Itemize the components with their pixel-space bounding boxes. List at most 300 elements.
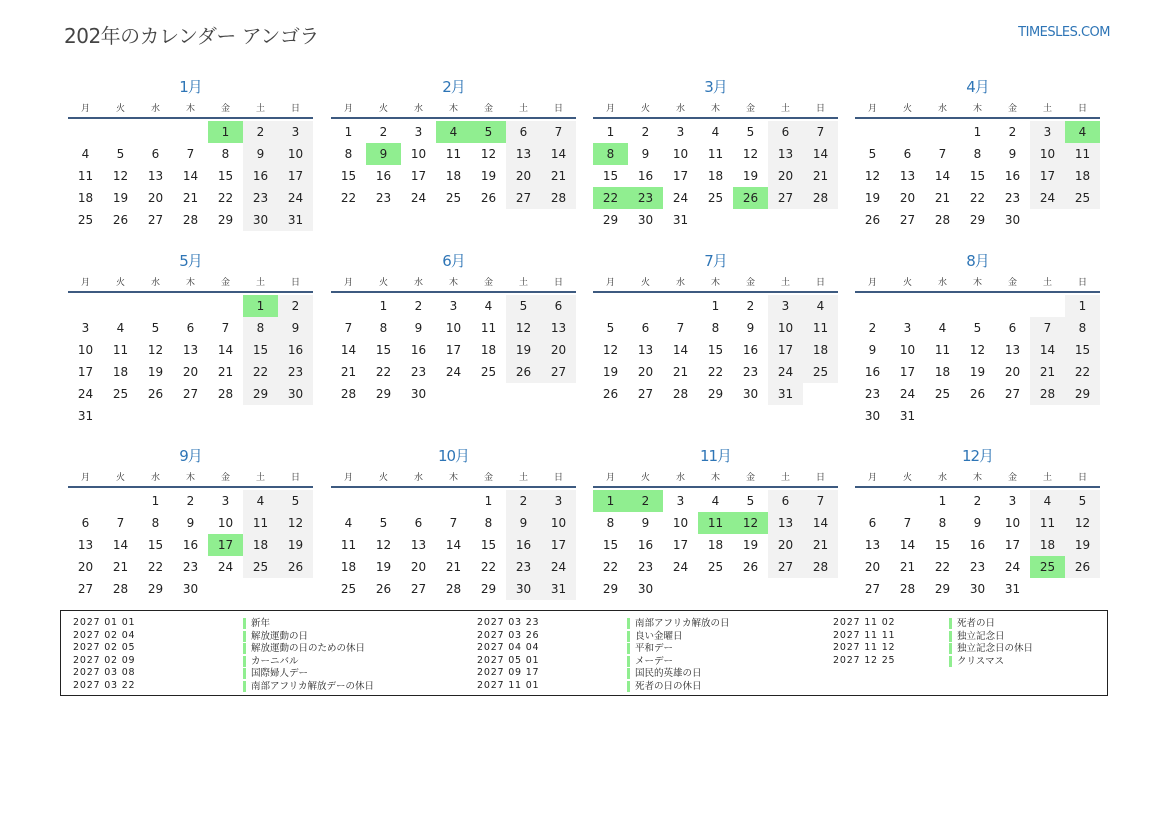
- day-cell: 23: [637, 560, 654, 574]
- weekday-label: 土: [518, 104, 528, 114]
- day-cell: 30: [1004, 213, 1021, 227]
- day-cell: 1: [484, 494, 493, 508]
- day-cell: 10: [541, 512, 576, 534]
- holiday-date: 2027 02 05: [73, 642, 136, 653]
- holiday-day-cell: 22: [593, 187, 628, 209]
- day-cell: 11: [1065, 143, 1100, 165]
- day-cell: 5: [606, 321, 615, 335]
- day-cell: 4: [711, 125, 720, 139]
- day-cell: 18: [803, 339, 838, 361]
- day-cell: 20: [541, 339, 576, 361]
- day-cell: 16: [278, 339, 313, 361]
- weekday-label: 月: [867, 278, 877, 288]
- month-name: 3月: [704, 78, 727, 96]
- day-cell: 19: [278, 534, 313, 556]
- header-divider: [68, 486, 313, 488]
- weekday-label: 土: [255, 104, 265, 114]
- weekday-label: 水: [937, 278, 947, 288]
- holiday-day-cell: 2: [628, 490, 663, 512]
- weekday-header: [855, 101, 1100, 115]
- day-cell: 9: [243, 143, 278, 165]
- day-cell: 15: [375, 343, 392, 357]
- weekday-header: [68, 275, 313, 289]
- day-cell: 21: [182, 191, 199, 205]
- day-cell: 9: [746, 321, 755, 335]
- weekday-label: 月: [867, 104, 877, 114]
- day-cell: 12: [375, 538, 392, 552]
- weekday-header: [331, 470, 576, 484]
- day-cell: 24: [899, 387, 916, 401]
- holiday-date: 2027 12 25: [833, 654, 896, 666]
- day-cell: 15: [147, 538, 164, 552]
- weekday-label: 日: [290, 278, 300, 288]
- day-cell: 21: [899, 560, 916, 574]
- day-cell: 30: [410, 387, 427, 401]
- holiday-day-cell: 17: [208, 534, 243, 556]
- month-name: 11月: [699, 447, 732, 465]
- day-cell: 24: [410, 191, 427, 205]
- day-cell: 29: [243, 383, 278, 405]
- day-cell: 14: [445, 538, 462, 552]
- weekday-label: 土: [518, 473, 528, 483]
- day-cell: 13: [637, 343, 654, 357]
- day-cell: 24: [768, 361, 803, 383]
- weekday-label: 木: [448, 473, 458, 483]
- day-cell: 7: [938, 147, 947, 161]
- header-divider: [855, 486, 1100, 488]
- holiday-date: 2027 11 12: [833, 642, 896, 653]
- day-cell: 18: [112, 365, 129, 379]
- day-cell: 14: [934, 169, 951, 183]
- day-cell: 30: [742, 387, 759, 401]
- day-cell: 4: [484, 299, 493, 313]
- day-cell: 24: [672, 560, 689, 574]
- day-cell: 18: [1030, 534, 1065, 556]
- weekday-label: 水: [413, 473, 423, 483]
- holiday-date: 2027 02 04: [73, 629, 136, 641]
- weekday-label: 月: [80, 278, 90, 288]
- day-cell: 14: [803, 143, 838, 165]
- day-cell: 17: [672, 169, 689, 183]
- day-cell: 2: [186, 494, 195, 508]
- day-cell: 3: [81, 321, 90, 335]
- day-cell: 31: [1004, 582, 1021, 596]
- weekday-label: 日: [290, 104, 300, 114]
- day-cell: 7: [344, 321, 353, 335]
- weekday-label: 金: [1007, 473, 1017, 483]
- day-cell: 7: [803, 121, 838, 143]
- holiday-name: 解放運動の日: [243, 631, 308, 642]
- day-cell: 24: [1004, 560, 1021, 574]
- day-cell: 12: [1065, 512, 1100, 534]
- month-block: [331, 76, 576, 246]
- day-cell: 6: [186, 321, 195, 335]
- holiday-day-cell: 1: [593, 490, 628, 512]
- day-cell: 10: [899, 343, 916, 357]
- weekday-label: 月: [80, 473, 90, 483]
- day-cell: 29: [934, 582, 951, 596]
- day-cell: 6: [768, 490, 803, 512]
- weekday-label: 火: [115, 104, 125, 114]
- day-cell: 11: [803, 317, 838, 339]
- day-cell: 28: [1030, 383, 1065, 405]
- day-cell: 14: [340, 343, 357, 357]
- day-cell: 22: [602, 560, 619, 574]
- day-cell: 15: [1065, 339, 1100, 361]
- day-cell: 19: [375, 560, 392, 574]
- day-cell: 19: [480, 169, 497, 183]
- weekday-label: 火: [378, 104, 388, 114]
- day-cell: 8: [973, 147, 982, 161]
- weekday-label: 月: [343, 104, 353, 114]
- weekday-header: [331, 101, 576, 115]
- day-cell: 11: [480, 321, 497, 335]
- day-cell: 8: [151, 516, 160, 530]
- day-cell: 22: [243, 361, 278, 383]
- day-cell: 19: [864, 191, 881, 205]
- day-cell: 25: [707, 560, 724, 574]
- day-cell: 16: [969, 538, 986, 552]
- day-cell: 10: [445, 321, 462, 335]
- day-cell: 2: [506, 490, 541, 512]
- day-cell: 15: [707, 343, 724, 357]
- weekday-label: 日: [815, 473, 825, 483]
- month-block: [593, 250, 838, 420]
- day-cell: 1: [973, 125, 982, 139]
- day-cell: 8: [938, 516, 947, 530]
- day-cell: 24: [217, 560, 234, 574]
- weekday-label: 土: [1042, 278, 1052, 288]
- day-cell: 10: [1030, 143, 1065, 165]
- day-cell: 30: [969, 582, 986, 596]
- site-link[interactable]: TIMESLES.COM: [1018, 25, 1110, 40]
- weekday-label: 木: [972, 104, 982, 114]
- weekday-label: 金: [220, 278, 230, 288]
- day-cell: 18: [340, 560, 357, 574]
- day-cell: 3: [903, 321, 912, 335]
- weekday-label: 日: [553, 278, 563, 288]
- holiday-name: メーデー: [627, 656, 673, 667]
- day-cell: 24: [77, 387, 94, 401]
- month-name: 5月: [179, 252, 202, 270]
- day-cell: 10: [672, 147, 689, 161]
- day-cell: 19: [742, 169, 759, 183]
- day-cell: 19: [602, 365, 619, 379]
- day-cell: 5: [151, 321, 160, 335]
- weekday-label: 火: [378, 473, 388, 483]
- day-cell: 19: [742, 538, 759, 552]
- day-cell: 29: [480, 582, 497, 596]
- day-cell: 20: [147, 191, 164, 205]
- holiday-name: 独立記念日: [949, 631, 1005, 642]
- day-cell: 9: [186, 516, 195, 530]
- header-divider: [331, 291, 576, 293]
- day-cell: 5: [973, 321, 982, 335]
- day-cell: 7: [541, 121, 576, 143]
- holiday-list: [60, 610, 1108, 696]
- month-block: [855, 250, 1100, 423]
- day-cell: 29: [707, 387, 724, 401]
- weekday-label: 日: [553, 104, 563, 114]
- day-cell: 21: [803, 534, 838, 556]
- weekday-header: [331, 275, 576, 289]
- day-cell: 27: [637, 387, 654, 401]
- day-cell: 14: [1030, 339, 1065, 361]
- weekday-label: 金: [483, 473, 493, 483]
- day-cell: 30: [637, 213, 654, 227]
- day-cell: 7: [676, 321, 685, 335]
- day-cell: 12: [480, 147, 497, 161]
- day-cell: 23: [278, 361, 313, 383]
- day-cell: 9: [973, 516, 982, 530]
- day-cell: 9: [868, 343, 877, 357]
- day-cell: 2: [746, 299, 755, 313]
- weekday-label: 水: [937, 473, 947, 483]
- holiday-date: 2027 03 23: [477, 617, 540, 628]
- day-cell: 25: [112, 387, 129, 401]
- day-cell: 28: [803, 556, 838, 578]
- day-cell: 20: [768, 534, 803, 556]
- weekday-label: 水: [150, 278, 160, 288]
- holiday-name: 死者の日: [949, 618, 995, 629]
- day-cell: 1: [711, 299, 720, 313]
- day-cell: 2: [243, 121, 278, 143]
- weekday-label: 土: [518, 278, 528, 288]
- day-cell: 22: [1065, 361, 1100, 383]
- weekday-label: 金: [483, 278, 493, 288]
- day-cell: 26: [147, 387, 164, 401]
- day-cell: 8: [1065, 317, 1100, 339]
- day-cell: 19: [147, 365, 164, 379]
- day-cell: 22: [340, 191, 357, 205]
- day-cell: 4: [1030, 490, 1065, 512]
- holiday-name: 国民的英雄の日: [627, 668, 702, 679]
- day-cell: 6: [868, 516, 877, 530]
- day-cell: 18: [480, 343, 497, 357]
- day-cell: 15: [969, 169, 986, 183]
- holiday-date: 2027 11 02: [833, 617, 896, 628]
- header-divider: [855, 291, 1100, 293]
- holiday-day-cell: 4: [1065, 121, 1100, 143]
- day-cell: 5: [1065, 490, 1100, 512]
- day-cell: 25: [445, 191, 462, 205]
- day-cell: 30: [637, 582, 654, 596]
- day-cell: 9: [641, 147, 650, 161]
- weekday-label: 水: [150, 104, 160, 114]
- day-cell: 13: [768, 143, 803, 165]
- day-cell: 5: [116, 147, 125, 161]
- day-cell: 13: [182, 343, 199, 357]
- day-cell: 21: [340, 365, 357, 379]
- holiday-name: 良い金曜日: [627, 631, 683, 642]
- month-block: [68, 250, 313, 423]
- weekday-label: 月: [867, 473, 877, 483]
- day-cell: 7: [449, 516, 458, 530]
- day-cell: 20: [410, 560, 427, 574]
- month-block: [593, 76, 838, 246]
- day-cell: 12: [969, 343, 986, 357]
- holiday-name: 独立記念日の休日: [949, 643, 1033, 654]
- holiday-name: 平和デー: [627, 643, 673, 654]
- day-cell: 16: [506, 534, 541, 556]
- day-cell: 23: [375, 191, 392, 205]
- day-cell: 14: [899, 538, 916, 552]
- day-cell: 20: [506, 165, 541, 187]
- holiday-date: 2027 03 08: [73, 667, 136, 678]
- weekday-label: 火: [640, 104, 650, 114]
- weekday-label: 木: [710, 104, 720, 114]
- month-name: 10月: [437, 447, 470, 465]
- day-cell: 29: [147, 582, 164, 596]
- day-cell: 17: [445, 343, 462, 357]
- month-name: 6月: [442, 252, 465, 270]
- day-cell: 11: [340, 538, 357, 552]
- day-cell: 24: [541, 556, 576, 578]
- weekday-label: 月: [605, 278, 615, 288]
- day-cell: 13: [768, 512, 803, 534]
- weekday-label: 日: [815, 278, 825, 288]
- day-cell: 27: [506, 187, 541, 209]
- holiday-day-cell: 1: [208, 121, 243, 143]
- day-cell: 19: [1065, 534, 1100, 556]
- weekday-label: 金: [745, 104, 755, 114]
- day-cell: 4: [243, 490, 278, 512]
- page-title: 202年のカレンダー アンゴラ: [64, 24, 319, 48]
- day-cell: 21: [803, 165, 838, 187]
- weekday-label: 火: [902, 104, 912, 114]
- day-cell: 13: [899, 169, 916, 183]
- day-cell: 8: [221, 147, 230, 161]
- day-cell: 31: [672, 213, 689, 227]
- day-cell: 8: [711, 321, 720, 335]
- month-block: [855, 76, 1100, 246]
- month-name: 1月: [179, 78, 202, 96]
- day-cell: 22: [375, 365, 392, 379]
- day-cell: 31: [899, 409, 916, 423]
- day-cell: 3: [278, 121, 313, 143]
- day-cell: 29: [375, 387, 392, 401]
- day-cell: 8: [606, 516, 615, 530]
- weekday-label: 木: [448, 278, 458, 288]
- day-cell: 5: [506, 295, 541, 317]
- day-cell: 17: [77, 365, 94, 379]
- day-cell: 13: [506, 143, 541, 165]
- day-cell: 16: [742, 343, 759, 357]
- holiday-name: 解放運動の日のための休日: [243, 643, 365, 654]
- day-cell: 3: [541, 490, 576, 512]
- day-cell: 2: [414, 299, 423, 313]
- day-cell: 24: [672, 191, 689, 205]
- day-cell: 15: [217, 169, 234, 183]
- day-cell: 11: [934, 343, 951, 357]
- weekday-header: [593, 470, 838, 484]
- day-cell: 9: [1008, 147, 1017, 161]
- day-cell: 25: [480, 365, 497, 379]
- day-cell: 6: [903, 147, 912, 161]
- month-block: [68, 445, 313, 615]
- day-cell: 17: [278, 165, 313, 187]
- weekday-label: 木: [972, 278, 982, 288]
- day-cell: 27: [541, 361, 576, 383]
- weekday-label: 日: [1077, 278, 1087, 288]
- holiday-day-cell: 26: [733, 187, 768, 209]
- day-cell: 18: [707, 169, 724, 183]
- day-cell: 30: [278, 383, 313, 405]
- day-cell: 23: [182, 560, 199, 574]
- day-cell: 26: [278, 556, 313, 578]
- day-cell: 7: [903, 516, 912, 530]
- day-cell: 17: [1004, 538, 1021, 552]
- month-name: 12月: [961, 447, 994, 465]
- weekday-label: 火: [115, 473, 125, 483]
- weekday-label: 水: [675, 278, 685, 288]
- day-cell: 27: [182, 387, 199, 401]
- day-cell: 18: [1065, 165, 1100, 187]
- day-cell: 6: [81, 516, 90, 530]
- day-cell: 24: [278, 187, 313, 209]
- day-cell: 26: [375, 582, 392, 596]
- day-cell: 17: [672, 538, 689, 552]
- day-cell: 9: [414, 321, 423, 335]
- weekday-label: 木: [185, 104, 195, 114]
- day-cell: 18: [934, 365, 951, 379]
- day-cell: 17: [1030, 165, 1065, 187]
- weekday-header: [68, 470, 313, 484]
- holiday-name: 南部アフリカ解放の日: [627, 618, 730, 629]
- weekday-label: 日: [815, 104, 825, 114]
- holiday-day-cell: 12: [733, 512, 768, 534]
- day-cell: 7: [803, 490, 838, 512]
- holiday-day-cell: 1: [243, 295, 278, 317]
- day-cell: 23: [506, 556, 541, 578]
- weekday-label: 金: [220, 104, 230, 114]
- holiday-date: 2027 11 01: [477, 679, 540, 691]
- day-cell: 23: [1004, 191, 1021, 205]
- weekday-label: 木: [710, 473, 720, 483]
- day-cell: 25: [707, 191, 724, 205]
- weekday-label: 土: [780, 473, 790, 483]
- day-cell: 28: [899, 582, 916, 596]
- holiday-name: 死者の日の休日: [627, 681, 702, 692]
- weekday-label: 月: [605, 104, 615, 114]
- day-cell: 26: [602, 387, 619, 401]
- weekday-label: 木: [448, 104, 458, 114]
- day-cell: 3: [676, 125, 685, 139]
- day-cell: 12: [147, 343, 164, 357]
- day-cell: 20: [637, 365, 654, 379]
- day-cell: 5: [868, 147, 877, 161]
- day-cell: 10: [77, 343, 94, 357]
- day-cell: 6: [151, 147, 160, 161]
- day-cell: 26: [112, 213, 129, 227]
- month-block: [331, 250, 576, 420]
- day-cell: 26: [480, 191, 497, 205]
- day-cell: 14: [217, 343, 234, 357]
- day-cell: 13: [147, 169, 164, 183]
- day-cell: 16: [375, 169, 392, 183]
- weekday-label: 月: [80, 104, 90, 114]
- holiday-date: 2027 03 26: [477, 629, 540, 641]
- day-cell: 10: [672, 516, 689, 530]
- month-name: 9月: [179, 447, 202, 465]
- day-cell: 31: [541, 578, 576, 600]
- day-cell: 11: [77, 169, 94, 183]
- holiday-name: カーニバル: [243, 656, 299, 667]
- weekday-label: 土: [780, 278, 790, 288]
- day-cell: 25: [77, 213, 94, 227]
- day-cell: 6: [506, 121, 541, 143]
- day-cell: 25: [340, 582, 357, 596]
